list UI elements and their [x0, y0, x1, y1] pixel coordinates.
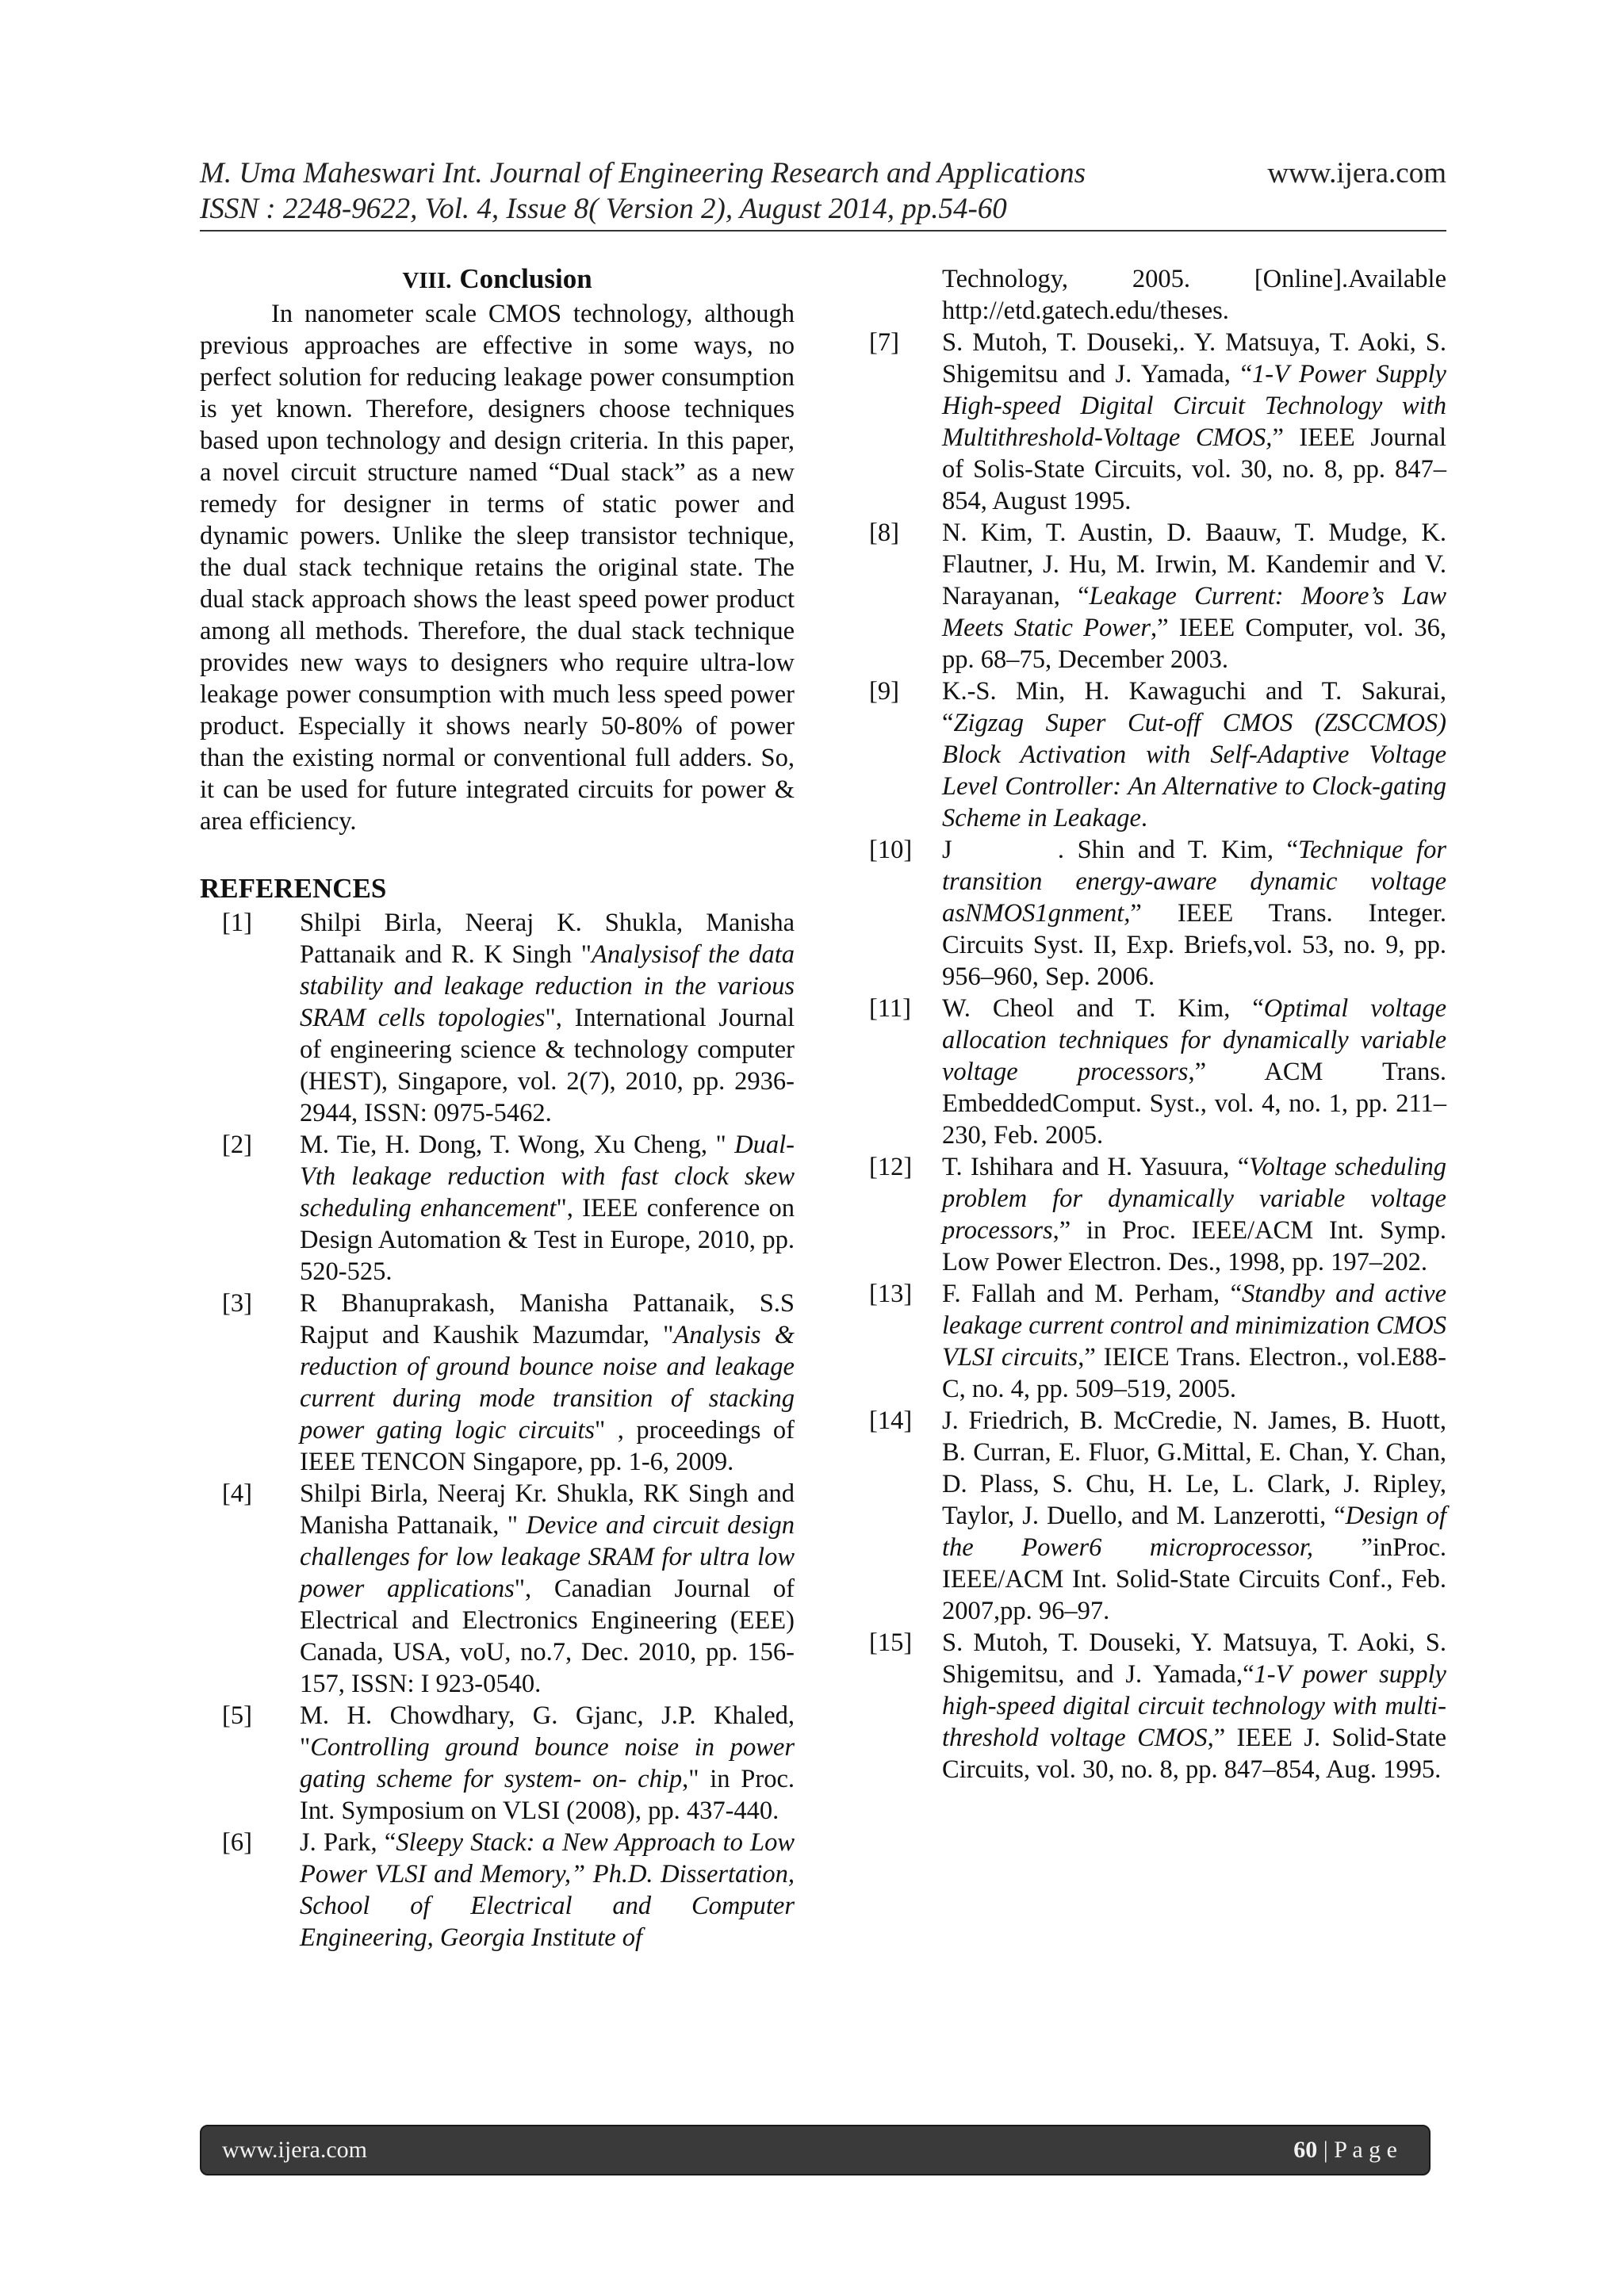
- reference-text: [300, 1700, 795, 1827]
- header-divider: [200, 230, 1446, 232]
- reference-title: Zigzag Super Cut-off CMOS (ZSCCMOS) Block Activation with Self-Adaptive Voltage Level Controller: An Alternative to Clock-gating Scheme in Leakage: [942, 709, 1446, 832]
- reference-number: [10]: [869, 836, 913, 864]
- reference-title: Controlling ground bounce noise in power gating scheme for system- on- chip: [300, 1733, 795, 1793]
- reference-authors: W. Cheol and T. Kim, “: [942, 994, 1264, 1023]
- reference-item: [200, 1129, 795, 1288]
- section-heading: [200, 263, 795, 297]
- reference-authors: Shilpi Birla, Neeraj Kr. Shukla, RK Singh and Manisha Pattanaik, ": [300, 1479, 795, 1540]
- reference-item: [869, 675, 1446, 834]
- reference-text: [942, 834, 1446, 993]
- reference-text: [942, 263, 1446, 327]
- page-number-value: 60: [1293, 2137, 1318, 2163]
- reference-title: Voltage scheduling problem for dynamically variable voltage processors: [942, 1153, 1446, 1245]
- reference-title: Technique for transition energy-aware dynamic voltage asNMOS1gnment,: [942, 836, 1446, 928]
- reference-source: ,” IEEE J. Solid-State Circuits, vol. 30, no. 8, pp. 847–854, Aug. 1995.: [942, 1724, 1446, 1784]
- reference-text: [300, 1129, 795, 1288]
- reference-source: ” IEEE Journal of Solis-State Circuits, vol. 30, no. 8, pp. 847–854, August 1995.: [942, 423, 1447, 515]
- reference-authors: J. Friedrich, B. McCredie, N. James, B. Huott, B. Curran, E. Fluor, G.Mittal, E. Chan, Y. Chan, D. Plass, S. Chu, H. Le, L. Clark, J. Ripley, Taylor, J. Duello, and M. Lanzerotti, “: [942, 1406, 1446, 1530]
- reference-number: [3]: [222, 1289, 252, 1318]
- reference-number: [5]: [222, 1701, 252, 1730]
- reference-item: [200, 907, 795, 1129]
- reference-text: [300, 907, 795, 1129]
- reference-item: [200, 1288, 795, 1478]
- left-column: [200, 263, 795, 1954]
- references-heading: REFERENCES: [200, 873, 387, 904]
- reference-authors: N. Kim, T. Austin, D. Baauw, T. Mudge, K. Flautner, J. Hu, M. Irwin, M. Kandemir and V. Narayanan, “: [942, 519, 1446, 610]
- reference-text: [942, 1278, 1446, 1405]
- reference-text: [300, 1478, 795, 1700]
- reference-source: ", International Journal of engineering science & technology computer (HEST), Singapore, vol. 2(7), 2010, pp. 2936-2944, ISSN: 0975-5462.: [300, 1004, 795, 1127]
- reference-number: [13]: [869, 1280, 913, 1308]
- reference-text: [942, 1151, 1446, 1278]
- reference-title: Design of the Power6 microprocessor,: [942, 1502, 1447, 1562]
- reference-item: [200, 1700, 795, 1827]
- reference-authors: Shilpi Birla, Neeraj K. Shukla, Manisha Pattanaik and R. K Singh ": [300, 909, 795, 969]
- journal-website[interactable]: www.ijera.com: [1267, 157, 1446, 189]
- page-footer: [200, 2125, 1431, 2175]
- reference-text: [942, 993, 1446, 1151]
- page-number: [1293, 2137, 1397, 2164]
- reference-authors: K.-S. Min, H. Kawaguchi and T. Sakurai, “: [942, 677, 1446, 737]
- reference-source: ,” IEEE Computer, vol. 36, pp. 68–75, December 2003.: [942, 614, 1446, 674]
- reference-authors: T. Ishihara and H. Yasuura, “: [942, 1153, 1250, 1181]
- reference-title: Standby and active leakage current control and minimization CMOS VLSI circuits: [942, 1280, 1446, 1372]
- reference-authors: F. Fallah and M. Perham, “: [942, 1280, 1242, 1308]
- reference-number: [8]: [869, 519, 899, 547]
- reference-text: [942, 1627, 1446, 1785]
- page-header: [200, 155, 1446, 227]
- page-label: | P a g e: [1317, 2137, 1397, 2163]
- reference-source: " , proceedings of IEEE TENCON Singapore, pp. 1-6, 2009.: [300, 1416, 795, 1476]
- reference-number: [9]: [869, 677, 899, 706]
- journal-line: M. Uma Maheswari Int. Journal of Engineering Research and Applications: [200, 157, 1086, 189]
- section-title: Conclusion: [459, 263, 592, 294]
- reference-number: [7]: [869, 328, 899, 357]
- reference-source: Technology, 2005. [Online].Available http://etd.gatech.edu/theses.: [942, 265, 1446, 325]
- reference-authors: M. Tie, H. Dong, T. Wong, Xu Cheng, ": [300, 1131, 735, 1159]
- footer-website[interactable]: www.ijera.com: [222, 2137, 367, 2163]
- reference-title: Device and circuit design challenges for low leakage SRAM for ultra low power applications: [300, 1511, 795, 1603]
- reference-text: [300, 1288, 795, 1478]
- reference-title: Leakage Current: Moore’s Law Meets Static Power: [942, 582, 1447, 642]
- reference-item: [869, 517, 1446, 675]
- reference-source: ,” in Proc. IEEE/ACM Int. Symp. Low Power Electron. Des., 1998, pp. 197–202.: [942, 1216, 1446, 1276]
- reference-number: [1]: [222, 909, 252, 937]
- reference-item: [200, 1478, 795, 1700]
- reference-number: [11]: [869, 994, 911, 1023]
- reference-number: [15]: [869, 1628, 913, 1657]
- reference-number: [4]: [222, 1479, 252, 1508]
- reference-item: [869, 834, 1446, 993]
- reference-title: Sleepy Stack: a New Approach to Low Power VLSI and Memory,” Ph.D. Dissertation, School of Electrical and Computer Engineering, Georgia Institute of: [300, 1828, 795, 1952]
- reference-item: [869, 1278, 1446, 1405]
- reference-title: Optimal voltage allocation techniques for dynamically variable voltage processors: [942, 994, 1446, 1086]
- reference-source: ", Canadian Journal of Electrical and Electronics Engineering (EEE) Canada, USA, voU, no.7, Dec. 2010, pp. 156-157, ISSN: I 923-0540.: [300, 1575, 795, 1698]
- reference-title: 1-V power supply high-speed digital circuit technology with multi-threshold voltage CMOS: [942, 1660, 1446, 1752]
- section-number: VIII.: [402, 268, 452, 293]
- reference-item: [869, 327, 1446, 517]
- reference-text: [942, 1405, 1446, 1627]
- reference-title: 1-V Power Supply High-speed Digital Circuit Technology with Multithreshold-Voltage CMOS,: [942, 360, 1446, 452]
- reference-authors: S. Mutoh, T. Douseki,. Y. Matsuya, T. Aoki, S. Shigemitsu and J. Yamada, “: [942, 328, 1446, 388]
- reference-authors: S. Mutoh, T. Douseki, Y. Matsuya, T. Aoki, S. Shigemitsu, and J. Yamada,“: [942, 1628, 1446, 1689]
- reference-source: ” IEEE Trans. Integer. Circuits Syst. II, Exp. Briefs,vol. 53, no. 9, pp. 956–960, Sep. 2006.: [942, 899, 1446, 991]
- reference-title: Analysisof the data stability and leakage reduction in the various SRAM cells topologies: [300, 940, 795, 1032]
- reference-item: [869, 993, 1446, 1151]
- reference-title: Dual- Vth leakage reduction with fast clock skew scheduling enhancement: [300, 1131, 795, 1223]
- reference-number: [14]: [869, 1406, 913, 1435]
- reference-text: [942, 675, 1446, 834]
- reference-number: [869, 263, 942, 327]
- reference-source: ”inProc. IEEE/ACM Int. Solid-State Circuits Conf., Feb. 2007,pp. 96–97.: [942, 1533, 1447, 1625]
- reference-source: ", IEEE conference on Design Automation & Test in Europe, 2010, pp. 520-525.: [300, 1194, 795, 1286]
- reference-authors: R Bhanuprakash, Manisha Pattanaik, S.S Rajput and Kaushik Mazumdar, ": [300, 1289, 795, 1349]
- right-column: [869, 263, 1446, 1785]
- reference-number: [6]: [222, 1828, 252, 1857]
- reference-source: ,” ACM Trans. EmbeddedComput. Syst., vol. 4, no. 1, pp. 211–230, Feb. 2005.: [942, 1058, 1446, 1150]
- reference-item: [869, 1151, 1446, 1278]
- reference-item: [200, 1827, 795, 1954]
- reference-item: [869, 1405, 1446, 1627]
- reference-source: .: [1140, 804, 1148, 832]
- conclusion-paragraph: In nanometer scale CMOS technology, although previous approaches are effective in some ways, no perfect solution for reducing leakage power consumption is yet known. Therefore, designers choose techniques based upon technology and design criteria. In this paper, a novel circuit structure named “Dual stack” as a new remedy for designer in terms of static power and dynamic powers. Unlike the sleep transistor technique, the dual stack technique retains the original state. The dual stack approach shows the least speed power product among all methods. Therefore, the dual stack technique provides new ways to designers who require ultra-low leakage power consumption with much less speed power product. Especially it shows nearly 50-80% of power than the existing normal or conventional full adders. So, it can be used for future integrated circuits for power & area efficiency.: [200, 300, 795, 836]
- reference-number: [12]: [869, 1153, 913, 1181]
- reference-authors: J . Shin and T. Kim, “: [942, 836, 1299, 864]
- reference-text: [942, 517, 1446, 675]
- reference-authors: M. H. Chowdhary, G. Gjanc, J.P. Khaled, ": [300, 1701, 795, 1762]
- reference-item: [869, 1627, 1446, 1785]
- reference-source: ,” IEICE Trans. Electron., vol.E88-C, no. 4, pp. 509–519, 2005.: [942, 1343, 1446, 1403]
- reference-source: ," in Proc. Int. Symposium on VLSI (2008), pp. 437-440.: [300, 1765, 795, 1825]
- reference-number: [2]: [222, 1131, 252, 1159]
- reference-authors: J. Park, “: [300, 1828, 396, 1857]
- reference-continuation: [869, 263, 1446, 327]
- reference-title: Analysis & reduction of ground bounce noise and leakage current during mode transition of stacking power gating logic circuits: [300, 1321, 795, 1445]
- reference-text: [942, 327, 1446, 517]
- issn-line: ISSN : 2248-9622, Vol. 4, Issue 8( Version 2), August 2014, pp.54-60: [200, 193, 1007, 225]
- reference-text: [300, 1827, 795, 1954]
